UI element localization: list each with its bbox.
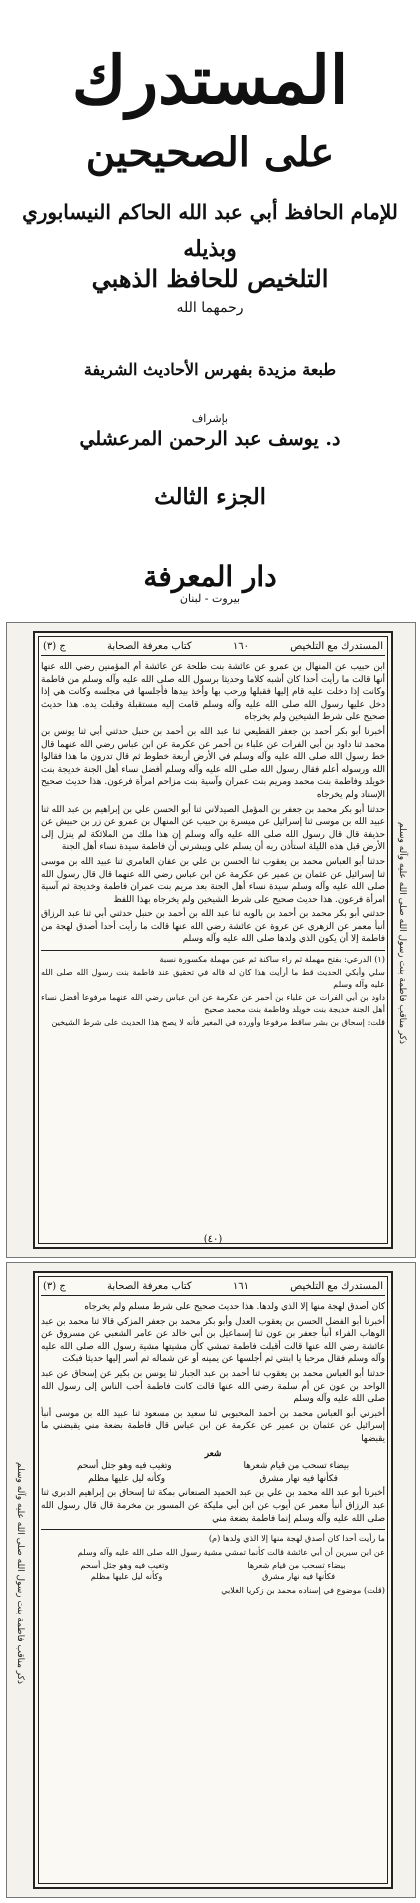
header-volume: ج (٣) <box>43 640 66 652</box>
hadith-paragraph: أخبرنا أبو بكر أحمد بن جعفر القطيعي ثنا عبد الله بن أحمد بن حنبل حدثني أبي ثنا يونس بن محمد ثنا داود بن أبي الفرات عن علباء بن أحمر عن عكرمة عن ابن عباس رضي الله عنهما قال خط رسول الله صلى الله عليه وآله وسلم في الأرض أربعة خطوط ثم قال تدرون ما هذا فقالوا الله ورسوله أعلم فقال رسول الله صلى الله عليه وآله وسلم أفضل نساء أهل الجنة خديجة بنت خويلد وفاطمة بنت محمد ومريم بنت عمران وآسية بنت مزاحم امرأة فرعون. هذا حديث صحيح الإسناد ولم يخرجاه <box>41 726 385 800</box>
page-number: (٤٠) <box>203 1234 223 1245</box>
appendix-title: التلخيص للحافظ الذهبي <box>91 264 329 293</box>
hemistich: بيضاء تسحب من قيام شعرها <box>243 1461 350 1472</box>
publisher-name: دار المعرفة <box>143 560 277 593</box>
hemistich: بيضاء تسحب من قيام شعرها <box>247 1559 346 1570</box>
page-body <box>41 1301 385 1881</box>
edition-note: طبعة مزيدة بفهرس الأحاديث الشريفة <box>83 360 337 379</box>
publisher-city: بيروت - لبنان <box>179 592 241 605</box>
poem-title: شعر <box>204 1448 222 1459</box>
scan-page-161 <box>6 1262 416 1898</box>
header-book: المستدرك مع التلخيص <box>290 1280 383 1292</box>
page-frame <box>33 1271 393 1889</box>
hadith-paragraph: ابن حبيب عن المنهال بن عمرو عن عائشة بنت طلحة عن عائشة أم المؤمنين رضي الله عنها أنها قالت ما رأيت أحدا كان أشبه كلاما وحديثا برسول الله صلى الله عليه وآله وسلم من فاطمة وكانت إذا دخلت عليه قام إليها فقبلها ورحب بها وأخذ بيدها فأجلسها في مجلسه وكانت هي إذا دخل عليها رسول الله صلى الله عليه وآله وسلم قامت إليه مستقبلة وقبلت يده. هذا حديث صحيح على شرط الشيخين ولم يخرجاه <box>41 662 385 723</box>
hadith-paragraph: أخبرني أبو العباس محمد بن أحمد المحبوبي ثنا سعيد بن مسعود ثنا عبيد الله بن موسى أنبأ إسرائيل عن عثمان بن عمير عن عكرمة عن ابن عباس قال فاطمة بضعة مني يقبضني ما يقبضها <box>41 1408 385 1444</box>
hemistich: وتغيب فيه وهو جثل أسحم <box>80 1559 169 1570</box>
margin-gloss: ذكر مناقب فاطمة بنت رسول الله صلى الله عليه وآله وسلم <box>397 821 407 1045</box>
footnote: سلي وأبكي الحديث قط ما أرأيت هذا كان له قاله في تحقيق عند فاطمة بنت رسول الله صلى الله عليه وآله وسلم <box>41 967 385 989</box>
book-title: المستدرك <box>71 41 349 119</box>
hemistich: فكأنها فيه نهار مشرق <box>259 1473 338 1484</box>
volume-label: الجزء الثالث <box>154 484 266 510</box>
hadith-paragraph: حدثنا أبو العباس محمد بن يعقوب ثنا أحمد بن عبد الجبار ثنا يونس بن بكير عن إسحاق عن عبد الواحد بن عون عن أم سلمة رضي الله عنها قالت كانت فاطمة أحب الناس إلى رسول الله صلى الله عليه وآله وسلم <box>41 1368 385 1405</box>
header-chapter: كتاب معرفة الصحابة <box>107 1280 192 1292</box>
footnote: (١) الدرعي: بفتح مهملة ثم راء ساكنة ثم عين مهملة مكسورة نسبة <box>159 954 385 965</box>
hemistich: فكأنها فيه نهار مشرق <box>262 1571 336 1582</box>
hadith-paragraph: حدثني أبو بكر محمد بن أحمد بن بالويه ثنا عبد الله بن أحمد بن حنبل حدثني أبي ثنا عبد الرزاق أنبأ معمر عن الزهري عن عروة عن عائشة رضي الله عنها قالت ما رأيت أحدا أصدق لهجة من فاطمة إلا أن يكون الذي ولدها صلى الله عليه وآله وسلم <box>41 909 385 945</box>
hadith-paragraph: أخبرنا أبو الفضل الحسن بن يعقوب العدل وأبو بكر محمد بن جعفر المزكي قالا ثنا محمد بن عبد الوهاب الفراء أنبأ جعفر بن عون ثنا إسماعيل بن أبي خالد عن عامر الشعبي عن مسروق عن عائشة رضي الله عنها قالت أقبلت فاطمة تمشي كأن مشيتها مشية رسول الله صلى الله عليه وآله وسلم فقال مرحبا يا ابنتي ثم أجلسها عن يمينه أو عن شماله ثم أسر إليها حديثا فبكت <box>41 1316 385 1365</box>
footnote: ما رأيت أحدا كان أصدق لهجة منها إلا الذي ولدها (م) <box>208 1533 385 1544</box>
hadith-paragraph: كان أصدق لهجة منها إلا الذي ولدها. هذا حديث صحيح على شرط مسلم ولم يخرجاه <box>84 1302 385 1312</box>
appendix-label: وبذيله <box>183 236 237 262</box>
supervision-label: بإشراف <box>191 412 229 425</box>
scan-page-160 <box>6 622 416 1258</box>
footnote: داود بن أبي الفرات عن علباء بن أحمر عن عكرمة عن ابن عباس رضي الله عنهما مرفوعا أفضل نساء أهل الجنة خديجة بنت خويلد وفاطمة بنت محمد صحيح <box>41 992 385 1014</box>
book-cover <box>0 0 420 615</box>
header-chapter: كتاب معرفة الصحابة <box>107 640 192 652</box>
poem-block <box>41 1448 385 1486</box>
hadith-paragraph: حدثنا أبو بكر محمد بن جعفر بن المؤمل الصيدلاني ثنا أبو الحسن علي بن إبراهيم بن عبد الله ثنا عبيد الله بن موسى ثنا إسرائيل عن ميسرة بن حبيب عن المنهال بن عمرو عن زر بن حبيش عن حذيفة قال قال رسول الله صلى الله عليه وآله وسلم إن هذا ملك من الملائكة لم ينزل إلى الأرض قبل هذه الليلة استأذن ربه أن يسلم علي ويبشرني أن فاطمة سيدة نساء أهل الجنة <box>41 804 385 853</box>
hadith-paragraph: أخبرنا أبو عبد الله محمد بن علي بن عبد الحميد الصنعاني بمكة ثنا إسحاق بن إبراهيم الدبري ثنا عبد الرزاق أنبأ معمر عن أيوب عن ابن أبي مليكة عن المسور بن مخرمة قال قال رسول الله صلى الله عليه وآله وسلم إنما فاطمة بضعة مني <box>41 1488 385 1524</box>
header-book: المستدرك مع التلخيص <box>290 640 383 652</box>
book-subtitle: على الصحيحين <box>85 129 335 176</box>
footnote-divider <box>41 1529 385 1530</box>
page-frame <box>33 631 393 1249</box>
header-pagenum: ١٦٠ <box>232 640 249 652</box>
poem-verse <box>41 1571 385 1582</box>
book-author: للإمام الحافظ أبي عبد الله الحاكم النيسابوري <box>22 200 398 224</box>
invocation: رحمهما الله <box>176 300 244 316</box>
header-volume: ج (٣) <box>43 1280 66 1292</box>
poem-verse <box>41 1460 385 1473</box>
footnote: عن ابن سيرين أن أبي عائشة قالت كأنما تمشي مشية رسول الله صلى الله عليه وآله وسلم <box>77 1546 385 1557</box>
header-pagenum: ١٦١ <box>232 1280 249 1292</box>
footnote: قلت: إسحاق بن بشر ساقط مرفوعا وأورده في المغير فأنه لا يصح هذا الحديث على شرط الشيخين <box>51 1017 385 1028</box>
running-header <box>41 1277 385 1296</box>
hadith-paragraph: حدثنا أبو العباس محمد بن يعقوب ثنا الحسن بن علي بن عفان العامري ثنا عبيد الله بن موسى ثنا إسرائيل عن عثمان بن عمير عن عكرمة عن ابن عباس رضي الله عنهما قال قال رسول الله صلى الله عليه وآله وسلم سيدة نساء أهل الجنة بعد مريم بنت عمران فاطمة وخديجة ثم آسية امرأة فرعون. هذا حديث صحيح على شرط الشيخين ولم يخرجاه بهذا اللفظ <box>41 856 385 905</box>
footnote: (قلت) موضوع في إسناده محمد بن زكريا الغلابي <box>221 1584 385 1595</box>
poem-verse <box>41 1560 385 1571</box>
page-body <box>41 661 385 1229</box>
hemistich: وكأنه ليل عليها مظلم <box>88 1473 166 1484</box>
editor-name: د. يوسف عبد الرحمن المرعشلي <box>79 428 341 450</box>
margin-gloss: ذكر مناقب فاطمة بنت رسول الله صلى الله عليه وآله وسلم <box>15 1461 25 1685</box>
hemistich: وتغيب فيه وهو جثل أسحم <box>76 1461 172 1472</box>
poem-verse <box>41 1473 385 1486</box>
footnote-divider <box>41 950 385 951</box>
hemistich: وكأنه ليل عليها مظلم <box>90 1571 163 1582</box>
running-header <box>41 637 385 656</box>
poem-block <box>41 1560 385 1583</box>
